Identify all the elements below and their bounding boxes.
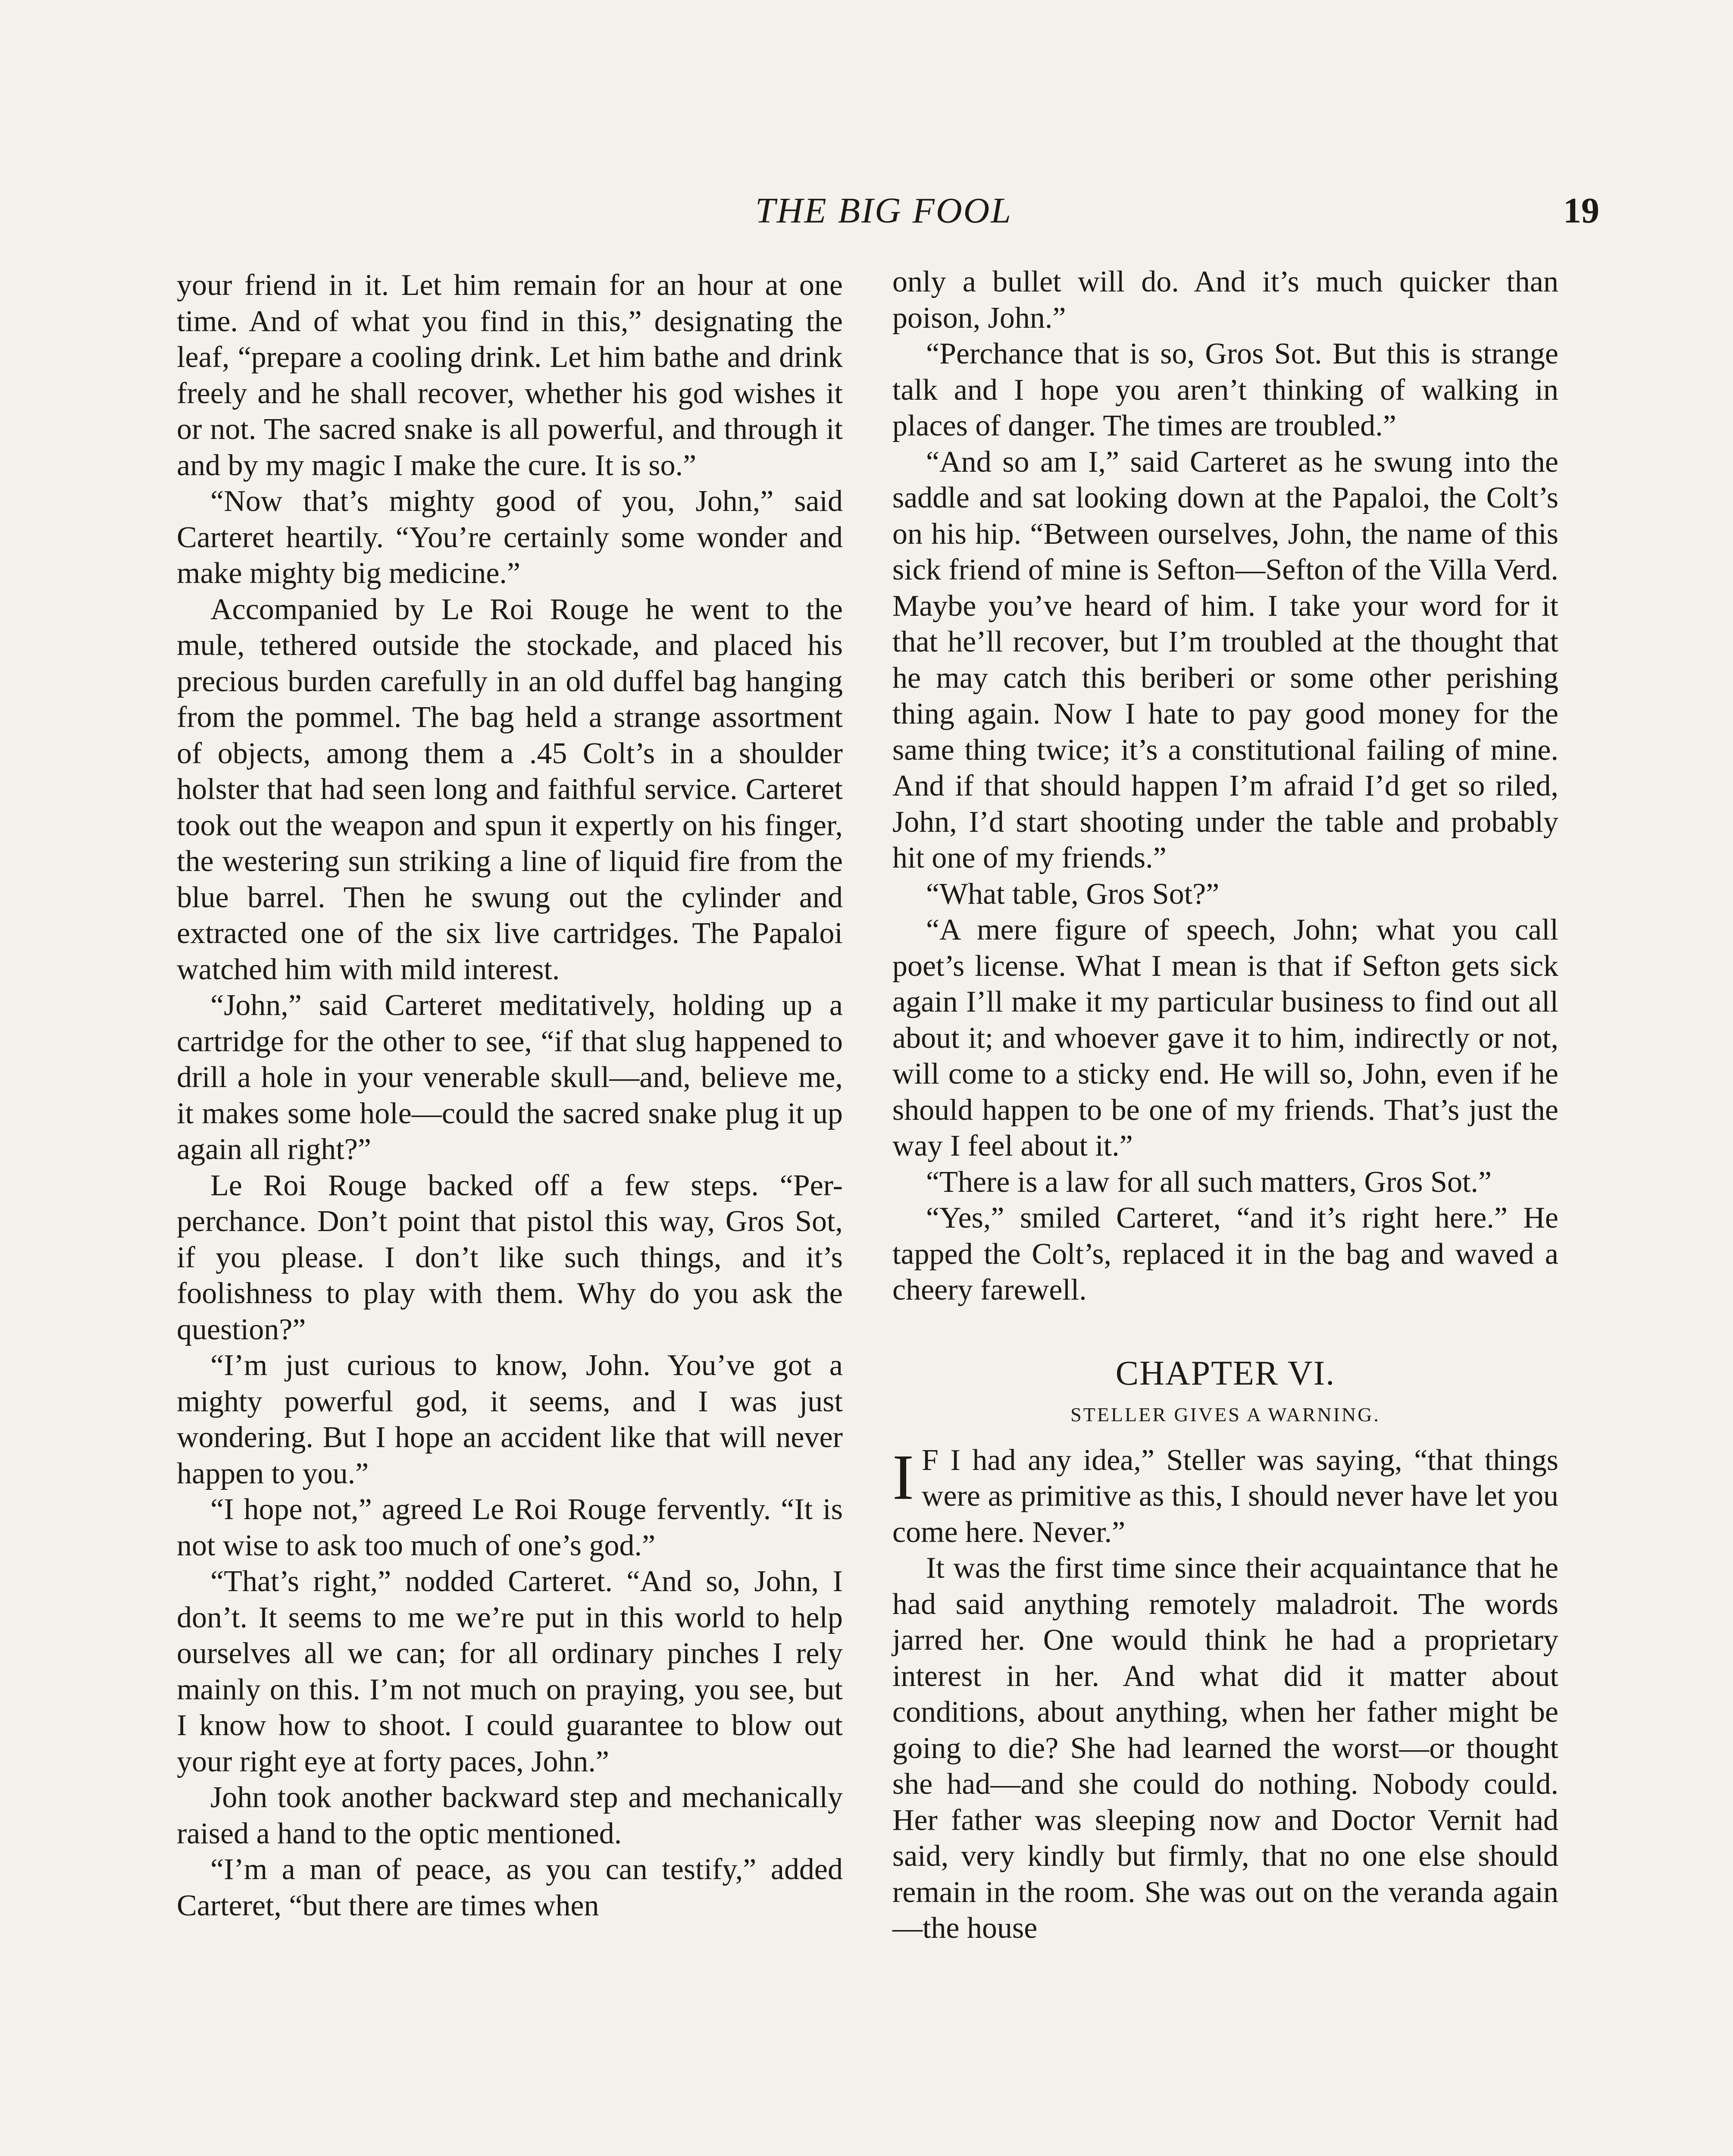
paragraph: “That’s right,” nodded Carteret. “And so, John, I don’t. It seems to me we’re put in this world to help ourselves all we can; for all ordinary pinches I rely mainly on this. I’m not much on praying, you see, but I know how to shoot. I could guarantee to blow out your right eye at forty paces, John.” [177, 1565, 843, 1778]
chapter-opening-paragraph [892, 1442, 1558, 1551]
paragraph: your friend in it. Let him remain for an hour at one time. And of what you find in this,” designating the leaf, “prepare a cooling drink. Let him bathe and drink freely and he shall recover, whether his god wishes it or not. The sacred snake is all powerful, and through it and by my magic I make the cure. It is so.” [177, 269, 843, 482]
paragraph: It was the first time since their acquaintance that he had said anything remotely maladroit. The words jarred her. One would think he had a proprietary interest in her. And what did it matter about conditions, about anything, when her father might be going to die? She had learned the worst—or thought she had—and she could do nothing. Nobody could. Her father was sleeping now and Doctor Vernit had said, very kindly but firmly, that no one else should remain in the room. She was out on the veranda again—the house [892, 1551, 1558, 1945]
paragraph: “I’m just curious to know, John. You’ve got a mighty powerful god, it seems, and I was just wondering. But I hope an accident like that will never happen to you.” [177, 1349, 843, 1490]
left-column [177, 267, 843, 1924]
paragraph: only a bullet will do. And it’s much quicker than poison, John.” [892, 265, 1558, 335]
paragraph: “What table, Gros Sot?” [926, 877, 1220, 911]
running-title: THE BIG FOOL [755, 191, 1012, 231]
paragraph: “There is a law for all such matters, Gros Sot.” [926, 1165, 1492, 1199]
paragraph: “Now that’s mighty good of you, John,” said Carteret heartily. “You’re certainly some wonder and make mighty big medicine.” [177, 485, 843, 590]
paragraph: “Perchance that is so, Gros Sot. But this is strange talk and I hope you aren’t thinking of walking in places of danger. The times are troubled.” [892, 337, 1558, 442]
paragraph: Le Roi Rouge backed off a few steps. “Per-perchance. Don’t point that pistol this way, Gros Sot, if you please. I don’t like such things, and it’s foolishness to play with them. Why do you ask the question?” [177, 1169, 843, 1346]
drop-cap: I [892, 1441, 914, 1513]
chapter-title: CHAPTER VI. [1115, 1354, 1336, 1392]
paragraph: “I hope not,” agreed Le Roi Rouge fervently. “It is not wise to ask too much of one’s god.” [177, 1493, 843, 1562]
right-column [892, 264, 1558, 1946]
paragraph: “I’m a man of peace, as you can testify,” added Carteret, “but there are times when [177, 1853, 843, 1922]
page-number: 19 [1563, 191, 1599, 231]
paragraph: John took another backward step and mechanically raised a hand to the optic mentioned. [177, 1781, 843, 1850]
chapter-subtitle: STELLER GIVES A WARNING. [1070, 1404, 1380, 1426]
page-header [0, 190, 1733, 241]
paragraph: “And so am I,” said Carteret as he swung into the saddle and sat looking down at the Papaloi, the Colt’s on his hip. “Between ourselves, John, the name of this sick friend of mine is Sefton—Sefton of the Villa Verd. Maybe you’ve heard of him. I take your word for it that he’ll recover, but I’m troubled at the thought that he may catch this beriberi or some other perishing thing again. Now I hate to pay good money for the same thing twice; it’s a constitutional failing of mine. And if that should happen I’m afraid I’d get so riled, John, I’d start shooting under the table and probably hit one of my friends.” [892, 445, 1558, 874]
paragraph: Accompanied by Le Roi Rouge he went to the mule, tethered outside the stockade, and placed his precious burden carefully in an old duffel bag hanging from the pommel. The bag held a strange assortment of objects, among them a .45 Colt’s in a shoulder holster that had seen long and faithful service. Carteret took out the weapon and spun it expertly on his finger, the westering sun striking a line of liquid fire from the blue barrel. Then he swung out the cylinder and extracted one of the six live cartridges. The Papaloi watched him with mild interest. [177, 592, 843, 986]
paragraph: “A mere figure of speech, John; what you call poet’s license. What I mean is that if Sefton gets sick again I’ll make it my particular business to find out all about it; and whoever gave it to him, indirectly or not, will come to a sticky end. He will so, John, even if he should happen to be one of my friends. That’s just the way I feel about it.” [892, 913, 1558, 1163]
paragraph: “John,” said Carteret meditatively, holding up a cartridge for the other to see, “if that slug happened to drill a hole in your venerable skull—and, believe me, it makes some hole—could the sacred snake plug it up again all right?” [177, 989, 843, 1166]
paragraph: “Yes,” smiled Carteret, “and it’s right here.” He tapped the Colt’s, replaced it in the bag and waved a cheery farewell. [892, 1201, 1558, 1307]
paragraph-text: F I had any idea,” Steller was saying, “that things were as primitive as this, I should never have let you come here. Never.” [892, 1443, 1558, 1549]
